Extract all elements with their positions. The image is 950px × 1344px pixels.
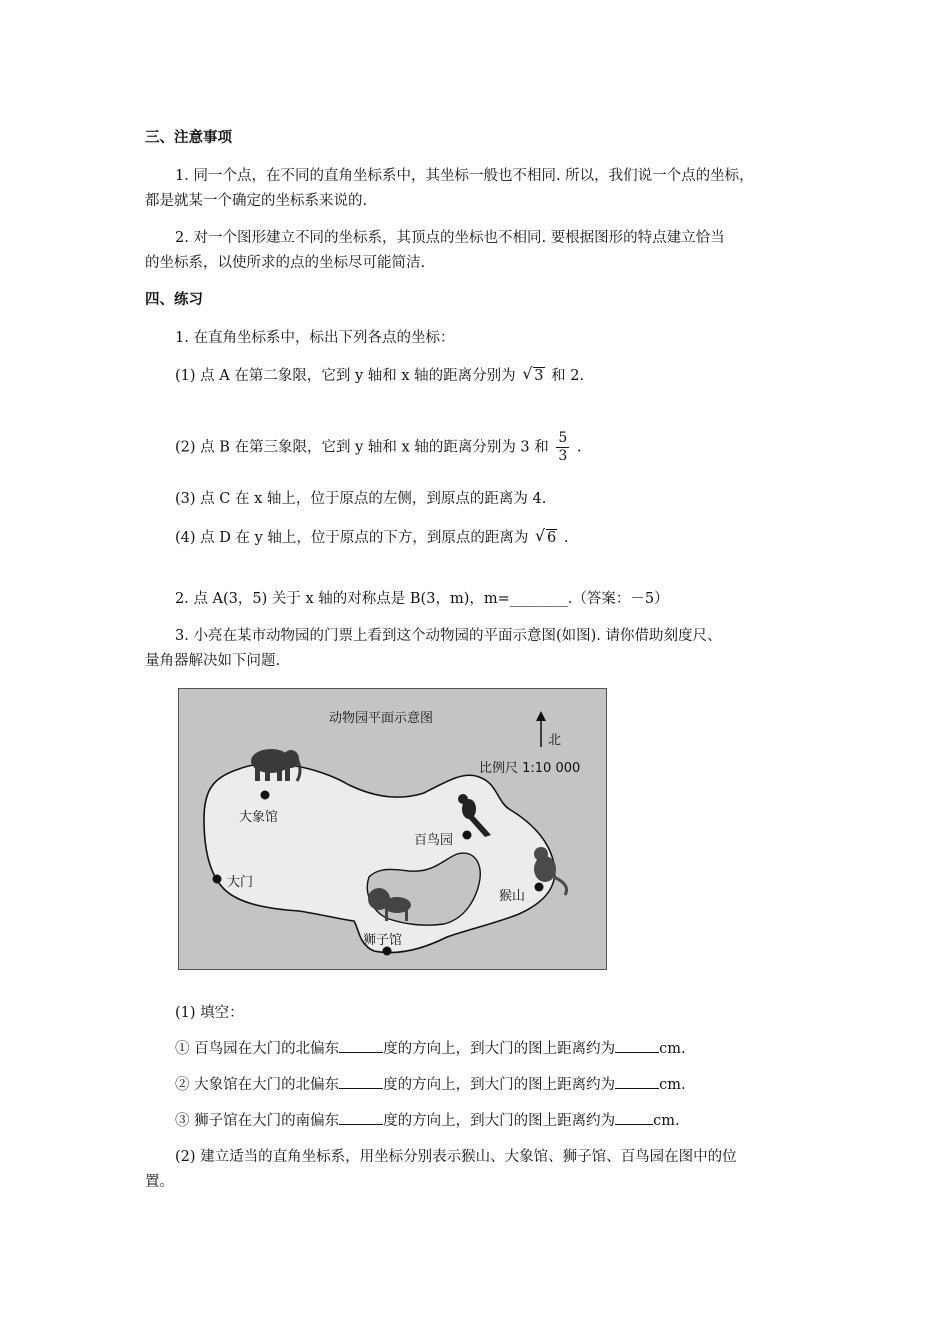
- fraction-5-3: $\frac{5}{3}$: [558, 430, 568, 464]
- north-label: 北: [548, 733, 562, 748]
- fill-2-part-2: 度的方向上，到大门的图上距离约为: [383, 1077, 616, 1093]
- fill-item-3: [175, 1110, 680, 1131]
- fill-2-part-1: ② 大象馆在大门的北偏东: [175, 1077, 340, 1093]
- bird-garden-label: 百鸟园: [414, 833, 454, 848]
- note-2-line-1: 2. 对一个图形建立不同的坐标系，其顶点的坐标也不相同. 要根据图形的特点建立恰当: [175, 230, 725, 246]
- fill-1-blank-distance[interactable]: [615, 1038, 659, 1053]
- note-2-line-2: 的坐标系，以使所求的点的坐标尽可能简洁.: [145, 255, 426, 271]
- item-b-tail: .: [576, 439, 582, 456]
- zoo-map-drawing: [179, 689, 606, 969]
- fill-1-part-2: 度的方向上，到大门的图上距离约为: [383, 1041, 616, 1057]
- gate-dot: [213, 875, 222, 884]
- note-1-line-1: 1. 同一个点，在不同的直角坐标系中，其坐标一般也不相同. 所以，我们说一个点的坐标，: [175, 168, 754, 184]
- elephant-house-label: 大象馆: [239, 810, 279, 825]
- exercise-2: 2. 点 A(3，5) 关于 x 轴的对称点是 B(3，m)，m=________.（答案：－5）: [175, 591, 669, 607]
- lion-house-label: 狮子馆: [363, 933, 403, 948]
- fill-3-part-1: ③ 狮子馆在大门的南偏东: [175, 1113, 340, 1129]
- bird-garden-dot: [463, 831, 472, 840]
- question-2-line-2: 置。: [145, 1174, 174, 1190]
- sqrt-6: √ 6: [535, 526, 557, 546]
- monkey-hill-dot: [535, 883, 544, 892]
- gate-label: 大门: [227, 875, 254, 890]
- monkey-hill-label: 猴山: [499, 889, 526, 904]
- question-2-line-1: (2) 建立适当的直角坐标系，用坐标分别表示猴山、大象馆、狮子馆、百鸟园在图中的位: [175, 1149, 737, 1165]
- item-a-text: (1) 点 A 在第二象限，它到 y 轴和 x 轴的距离分别为: [175, 368, 516, 384]
- zoo-map-figure: [178, 688, 607, 970]
- fill-3-part-2: 度的方向上，到大门的图上距离约为: [383, 1113, 616, 1129]
- item-d-tail: .: [563, 530, 569, 546]
- sqrt-3: √ 3: [522, 364, 544, 384]
- exercise-3-line-1: 3. 小亮在某市动物园的门票上看到这个动物园的平面示意图(如图). 请你借助刻度尺、: [175, 628, 722, 644]
- item-a-tail: 和 2.: [551, 368, 585, 384]
- fill-item-2: [175, 1074, 686, 1095]
- fill-2-blank-distance[interactable]: [615, 1074, 659, 1089]
- exercise-1-item-b: [175, 430, 582, 465]
- north-arrow-head: [536, 711, 546, 721]
- exercise-3-line-2: 量角器解决如下问题.: [145, 653, 281, 669]
- fill-1-part-1: ① 百鸟园在大门的北偏东: [175, 1041, 340, 1057]
- fill-1-part-3: cm.: [659, 1041, 686, 1057]
- fill-intro: (1) 填空：: [175, 1005, 244, 1021]
- section-3-heading: 三、注意事项: [145, 130, 232, 146]
- exercise-1-intro: 1. 在直角坐标系中，标出下列各点的坐标：: [175, 330, 455, 346]
- exercise-1-item-c: (3) 点 C 在 x 轴上，位于原点的左侧，到原点的距离为 4.: [175, 491, 547, 507]
- exercise-1-item-d: [175, 528, 568, 548]
- item-b-text: (2) 点 B 在第三象限，它到 y 轴和 x 轴的距离分别为 3 和: [175, 439, 549, 456]
- map-title: 动物园平面示意图: [329, 711, 434, 726]
- fill-3-part-3: cm.: [653, 1113, 680, 1129]
- fill-3-blank-angle[interactable]: [339, 1110, 383, 1125]
- exercise-1-item-a: [175, 366, 584, 386]
- fill-item-1: [175, 1038, 686, 1059]
- elephant-house-dot: [261, 791, 270, 800]
- fill-3-blank-distance[interactable]: [615, 1110, 653, 1125]
- fill-1-blank-angle[interactable]: [339, 1038, 383, 1053]
- fill-2-part-3: cm.: [659, 1077, 686, 1093]
- scale-label: 比例尺 1:10 000: [479, 761, 581, 776]
- section-4-heading: 四、练习: [145, 292, 203, 308]
- fill-2-blank-angle[interactable]: [339, 1074, 383, 1089]
- item-d-text: (4) 点 D 在 y 轴上，位于原点的下方，到原点的距离为: [175, 530, 529, 546]
- zoo-boundary: [204, 764, 555, 953]
- note-1-line-2: 都是就某一个确定的坐标系来说的.: [145, 193, 368, 209]
